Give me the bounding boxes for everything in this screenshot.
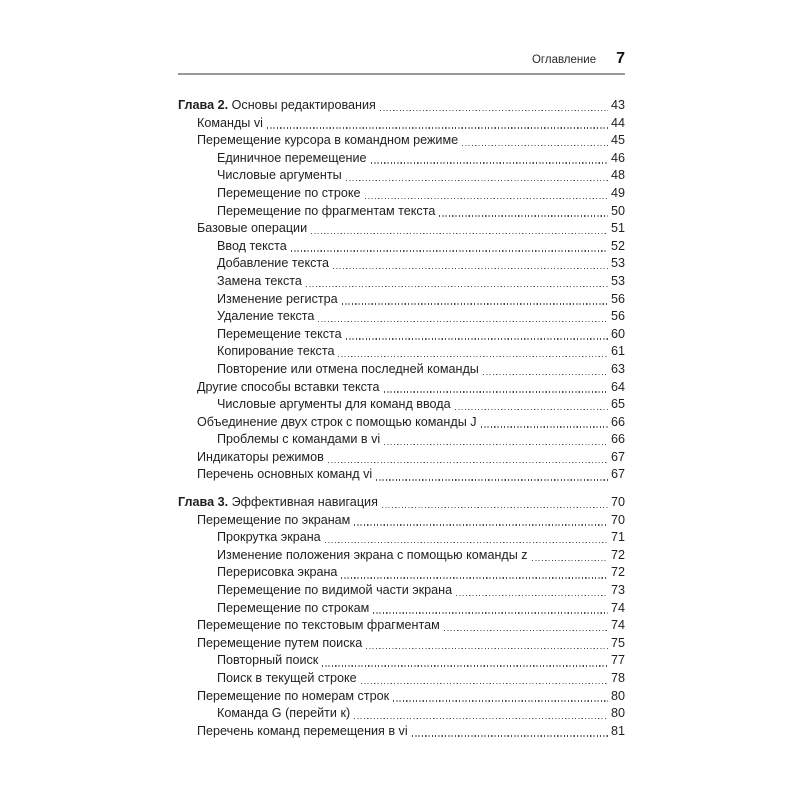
page-ref: 80 [610,688,625,703]
entry-title: Базовые операции [197,221,308,236]
entry-title: Перемещение по экранам [197,512,351,527]
dot-leader [462,145,608,146]
page-ref: 49 [610,185,625,200]
dot-leader [346,338,608,339]
dot-leader [376,479,608,480]
toc-entry-row [178,414,625,432]
entry-title: Перечень команд перемещения в vi [197,723,408,738]
entry-title: Перемещение курсора в командном режиме [197,133,459,148]
toc-entry-row [178,115,625,133]
entry-title: Перемещение по фрагментам текста [217,203,436,218]
page-ref: 56 [610,309,625,324]
toc-entry-row [178,466,625,484]
toc-entry-row [178,273,625,291]
toc-chapter-row [178,97,625,115]
toc-entry-row [178,361,625,379]
dot-leader [439,215,608,216]
page-ref: 63 [610,361,625,376]
page-ref: 61 [610,344,625,359]
dot-leader [393,700,608,701]
toc [178,97,625,740]
page-ref: 65 [610,397,625,412]
entry-title: Перемещение по строкам [217,600,370,615]
page-ref: 67 [610,449,625,464]
toc-entry-row [178,308,625,326]
dot-leader [455,409,608,410]
page-ref: 66 [610,414,625,429]
entry-title: Повторный поиск [217,653,319,668]
page-ref: 74 [610,618,625,633]
dot-leader [373,612,608,613]
dot-leader [311,233,608,234]
page-ref: 50 [610,203,625,218]
dot-leader [354,718,608,719]
toc-entry-row [178,396,625,414]
dot-leader [366,648,608,649]
page-ref: 44 [610,115,625,130]
page-header [178,50,625,75]
chapter-label: Глава 3. [178,495,229,510]
dot-leader [328,462,608,463]
dot-leader [412,735,608,736]
toc-entry-row [178,449,625,467]
dot-leader [365,198,608,199]
toc-entry-row [178,529,625,547]
entry-title: Перемещение по текстовым фрагментам [197,618,440,633]
dot-leader [346,180,608,181]
entry-title: Команда G (перейти к) [217,706,351,721]
page-ref: 71 [610,530,625,545]
dot-leader [306,286,608,287]
entry-title: Команды vi [197,115,263,130]
toc-entry-row [178,617,625,635]
page-ref: 73 [610,583,625,598]
chapter-heading [178,494,378,512]
page-ref: 81 [610,723,625,738]
entry-title: Замена текста [217,273,302,288]
page-ref: 66 [610,432,625,447]
dot-leader [483,374,608,375]
toc-entry-row [178,723,625,741]
dot-leader [291,250,608,251]
dot-leader [481,426,608,427]
page-ref: 77 [610,653,625,668]
toc-entry-row [178,512,625,530]
entry-title: Копирование текста [217,344,335,359]
page-ref: 51 [610,221,625,236]
dot-leader [354,524,608,525]
dot-leader [380,110,608,111]
toc-section [178,97,625,484]
dot-leader [342,303,608,304]
entry-title: Перемещение по строке [217,185,361,200]
page-ref: 46 [610,150,625,165]
toc-entry-row [178,326,625,344]
page-ref: 70 [610,512,625,527]
toc-entry-row [178,635,625,653]
page-ref: 56 [610,291,625,306]
entry-title: Изменение положения экрана с помощью команды z [217,547,528,562]
entry-title: Индикаторы режимов [197,449,324,464]
toc-entry-row [178,132,625,150]
dot-leader [444,630,608,631]
running-title: Оглавление [531,54,597,66]
page-ref: 45 [610,133,625,148]
page-ref: 70 [610,495,625,510]
entry-title: Перечень основных команд vi [197,467,373,482]
page-ref: 72 [610,547,625,562]
toc-entry-row [178,343,625,361]
entry-title: Перемещение путем поиска [197,635,363,650]
book-page [178,50,625,740]
toc-entry-row [178,150,625,168]
entry-title: Прокрутка экрана [217,530,321,545]
entry-title: Изменение регистра [217,291,338,306]
toc-section [178,494,625,740]
entry-title: Перемещение по номерам строк [197,688,390,703]
dot-leader [532,560,608,561]
entry-title: Числовые аргументы [217,168,342,183]
dot-leader [322,665,608,666]
toc-entry-row [178,431,625,449]
toc-entry-row [178,185,625,203]
dot-leader [338,356,608,357]
entry-title: Числовые аргументы для команд ввода [217,397,451,412]
toc-chapter-row [178,494,625,512]
chapter-title: Основы редактирования [231,98,376,112]
dot-leader [333,268,608,269]
dot-leader [325,542,608,543]
page-ref: 72 [610,565,625,580]
entry-title: Перемещение текста [217,326,342,341]
toc-entry-row [178,220,625,238]
page-ref: 53 [610,256,625,271]
dot-leader [384,391,608,392]
page-ref: 67 [610,467,625,482]
toc-entry-row [178,547,625,565]
page-ref: 52 [610,238,625,253]
chapter-title: Эффективная навигация [231,495,378,510]
toc-entry-row [178,670,625,688]
page-ref: 78 [610,671,625,685]
dot-leader [361,683,608,684]
toc-entry-row [178,652,625,670]
page-ref: 43 [610,98,625,112]
entry-title: Добавление текста [217,256,330,271]
page-ref: 75 [610,635,625,650]
dot-leader [382,507,608,508]
toc-entry-row [178,291,625,309]
toc-entry-row [178,379,625,397]
entry-title: Объединение двух строк с помощью команды J [197,414,477,429]
page-number: 7 [616,50,625,67]
toc-entry-row [178,167,625,185]
toc-entry-row [178,705,625,723]
page-ref: 53 [610,273,625,288]
page-ref: 74 [610,600,625,615]
dot-leader [341,577,608,578]
toc-entry-row [178,688,625,706]
entry-title: Ввод текста [217,238,287,253]
dot-leader [456,595,608,596]
entry-title: Поиск в текущей строке [217,671,357,685]
toc-entry-row [178,238,625,256]
dot-leader [384,444,608,445]
chapter-label: Глава 2. [178,98,229,112]
page-ref: 80 [610,706,625,721]
entry-title: Удаление текста [217,309,315,324]
toc-entry-row [178,564,625,582]
entry-title: Повторение или отмена последней команды [217,361,479,376]
chapter-heading [178,97,376,115]
toc-entry-row [178,203,625,221]
entry-title: Единичное перемещение [217,150,367,165]
page-ref: 48 [610,168,625,183]
dot-leader [371,162,608,163]
dot-leader [318,321,608,322]
page-ref: 64 [610,379,625,394]
entry-title: Перерисовка экрана [217,565,338,580]
toc-entry-row [178,600,625,618]
entry-title: Перемещение по видимой части экрана [217,583,453,598]
page-ref: 60 [610,326,625,341]
entry-title: Проблемы с командами в vi [217,432,381,447]
toc-entry-row [178,582,625,600]
toc-entry-row [178,255,625,273]
dot-leader [267,127,608,128]
entry-title: Другие способы вставки текста [197,379,380,394]
